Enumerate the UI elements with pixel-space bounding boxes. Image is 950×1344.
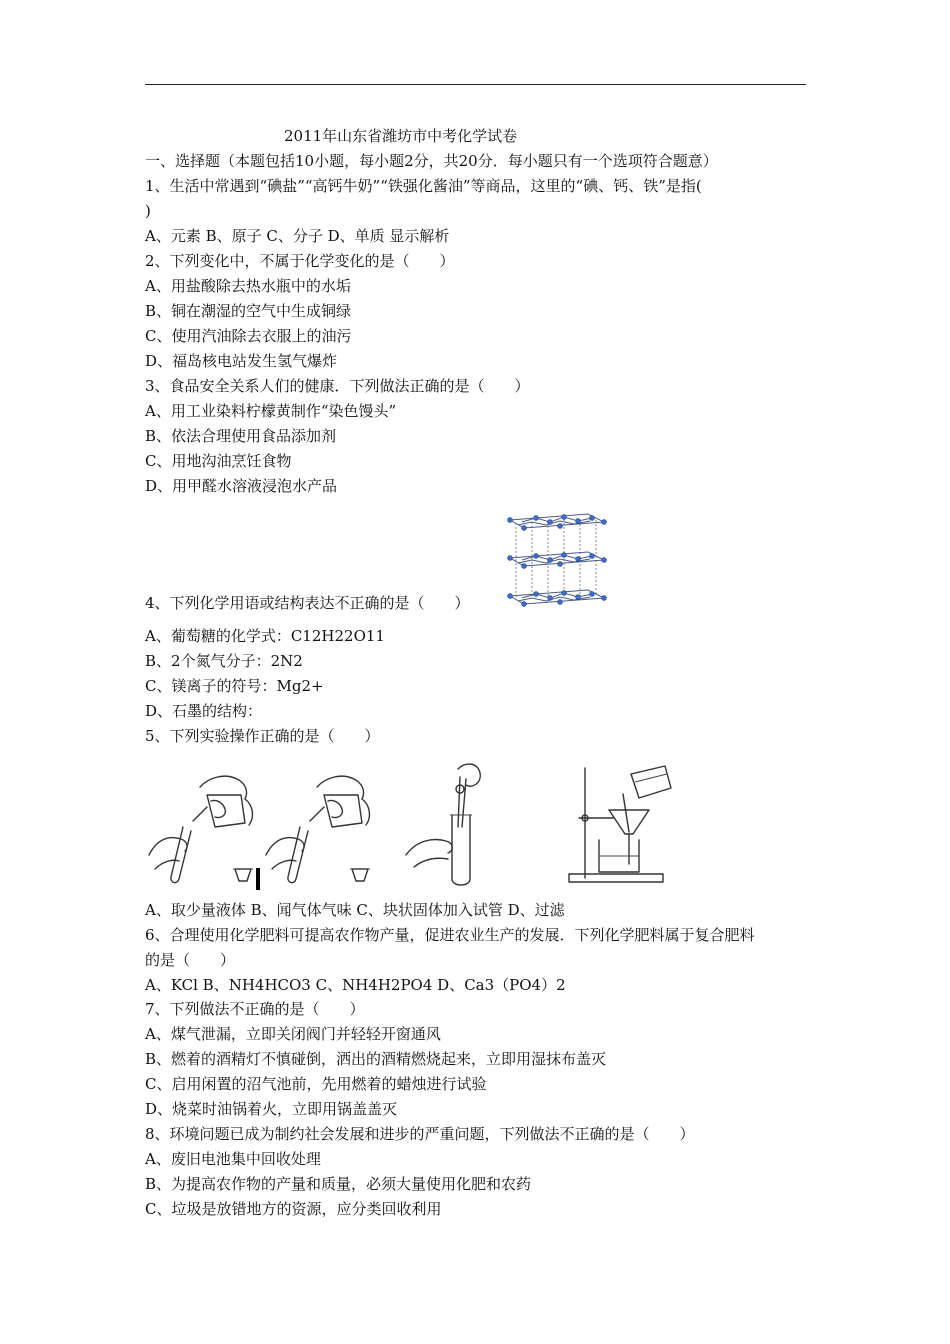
q2-option-d: D、福岛核电站发生氢气爆炸	[145, 352, 338, 370]
q7-option-c: C、启用闲置的沼气池前，先用燃着的蜡烛进行试验	[145, 1075, 487, 1093]
q4-option-b: B、2个氮气分子：2N2	[145, 652, 303, 670]
q3-option-a: A、用工业染料柠檬黄制作“染色馒头”	[145, 402, 397, 420]
q6-options: A、KCl B、NH4HCO3 C、NH4H2PO4 D、Ca3（PO4）2	[145, 976, 566, 994]
header-rule	[145, 84, 806, 85]
q8-option-c: C、垃圾是放错地方的资源，应分类回收利用	[145, 1200, 442, 1218]
q8-option-b: B、为提高农作物的产量和质量，必须大量使用化肥和农药	[145, 1175, 532, 1193]
q5-options: A、取少量液体 B、闻气体气味 C、块状固体加入试管 D、过滤	[145, 901, 565, 919]
q3-stem: 3、食品安全关系人们的健康．下列做法正确的是（ ）	[145, 377, 530, 395]
q4-option-c: C、镁离子的符号：Mg2+	[145, 677, 324, 695]
q5-stem: 5、下列实验操作正确的是（ ）	[145, 727, 380, 745]
q8-stem: 8、环境问题已成为制约社会发展和进步的严重问题，下列做法不正确的是（ ）	[145, 1125, 695, 1143]
q4-option-d: D、石墨的结构：	[145, 702, 263, 720]
q1-stem: 1、生活中常遇到“碘盐”“高钙牛奶”“铁强化酱油”等商品，这里的“碘、钙、铁”是指(	[145, 177, 702, 195]
q7-stem: 7、下列做法不正确的是（ ）	[145, 1000, 365, 1018]
solid-into-tube-figure	[400, 755, 500, 890]
q1-options: A、元素 B、原子 C、分子 D、单质 显示解析	[145, 227, 450, 245]
q2-option-a: A、用盐酸除去热水瓶中的水垢	[145, 277, 351, 295]
separator-mark	[256, 868, 260, 890]
q2-stem: 2、下列变化中，不属于化学变化的是（ ）	[145, 252, 455, 270]
q7-option-a: A、煤气泄漏，立即关闭阀门并轻轻开窗通风	[145, 1025, 441, 1043]
q2-option-c: C、使用汽油除去衣服上的油污	[145, 327, 352, 345]
q7-option-b: B、燃着的酒精灯不慎碰倒，洒出的酒精燃烧起来，立即用湿抹布盖灭	[145, 1050, 607, 1068]
graphite-structure-icon	[502, 510, 608, 610]
q2-option-b: B、铜在潮湿的空气中生成铜绿	[145, 302, 352, 320]
pouring-liquid-figure-b	[262, 765, 377, 890]
q3-option-c: C、用地沟油烹饪食物	[145, 452, 292, 470]
pouring-liquid-figure-a	[145, 765, 260, 890]
q1-stem-cont: )	[145, 202, 151, 220]
q3-option-b: B、依法合理使用食品添加剂	[145, 427, 337, 445]
q3-option-d: D、用甲醛水溶液浸泡水产品	[145, 477, 338, 495]
q7-option-d: D、烧菜时油锅着火，立即用锅盖盖灭	[145, 1100, 398, 1118]
q4-stem: 4、下列化学用语或结构表达不正确的是（ ）	[145, 594, 470, 612]
section-heading: 一、选择题（本题包括10小题，每小题2分，共20分．每小题只有一个选项符合题意）	[145, 152, 718, 170]
filtration-figure	[565, 760, 675, 888]
q6-stem-cont: 的是（ ）	[145, 951, 236, 969]
q6-stem: 6、合理使用化学肥料可提高农作物产量，促进农业生产的发展．下列化学肥料属于复合肥料	[145, 926, 755, 944]
page-title: 2011年山东省潍坊市中考化学试卷	[284, 127, 518, 145]
q8-option-a: A、废旧电池集中回收处理	[145, 1150, 321, 1168]
q4-option-a: A、葡萄糖的化学式：C12H22O11	[145, 627, 385, 645]
